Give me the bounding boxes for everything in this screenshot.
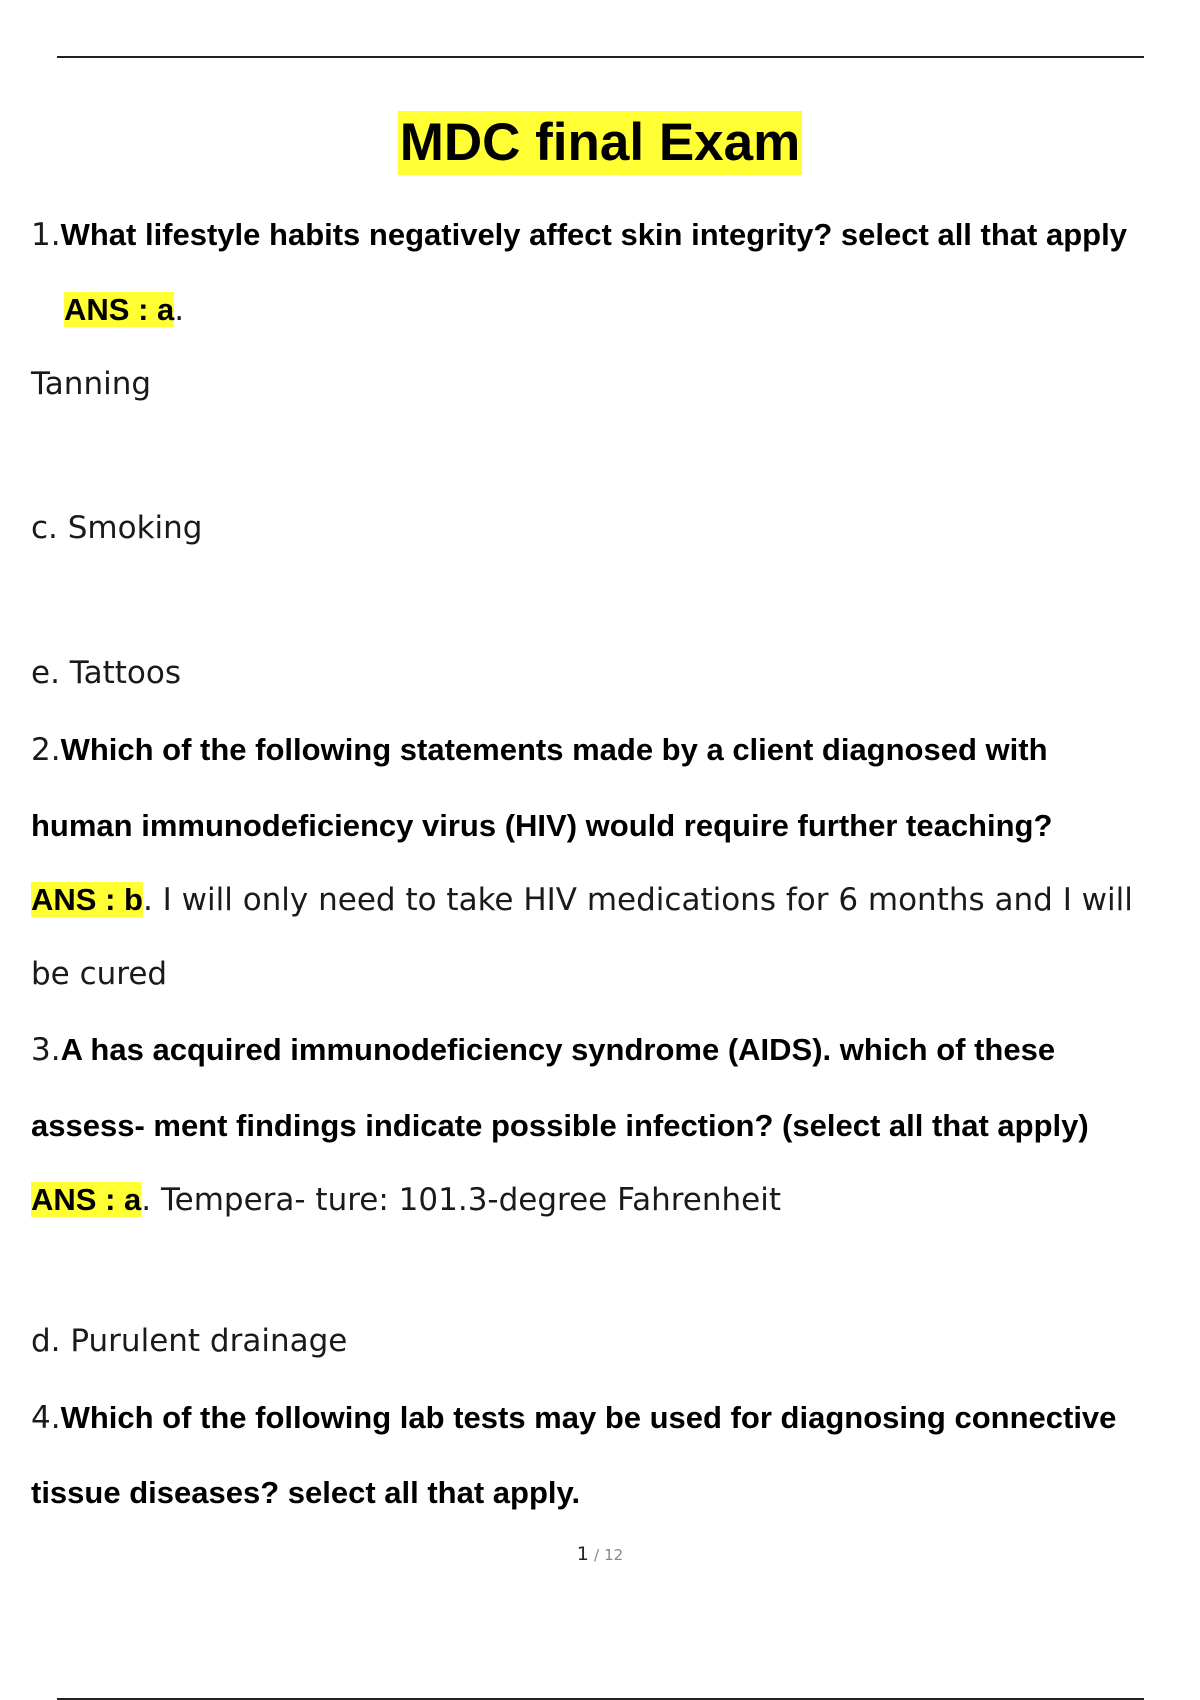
question-text: Which of the following lab tests may be used for diagnosing connective — [60, 1400, 1117, 1435]
answer-label: ANS : b — [31, 882, 143, 917]
option-tattoos: e. Tattoos — [31, 655, 181, 691]
answer-label: ANS : a — [31, 1182, 142, 1217]
question-3 — [31, 1030, 1055, 1070]
current-page: 1 — [576, 1543, 589, 1565]
answer-2 — [31, 880, 1133, 920]
question-number: 4. — [31, 1400, 61, 1436]
question-3-line-2: assess- ment findings indicate possible infection? (select all that apply) — [31, 1108, 1089, 1143]
question-number: 3. — [31, 1032, 61, 1068]
question-2-line-2: human immunodeficiency virus (HIV) would require further teaching? — [31, 808, 1053, 843]
answer-label: ANS : a — [64, 292, 175, 327]
total-pages: 12 — [604, 1546, 624, 1564]
answer-1 — [64, 290, 184, 330]
question-number: 2. — [31, 732, 61, 768]
question-1 — [31, 215, 1127, 255]
answer-text: . Tempera- ture: 101.3-degree Fahrenheit — [141, 1182, 781, 1218]
question-text: What lifestyle habits negatively affect skin integrity? select all that apply — [60, 217, 1127, 252]
page-indicator — [0, 1543, 1200, 1565]
question-2 — [31, 730, 1048, 770]
question-4-line-2: tissue diseases? select all that apply. — [31, 1475, 581, 1510]
question-text: Which of the following statements made by a client diagnosed with — [60, 732, 1048, 767]
top-rule — [57, 56, 1144, 58]
document-title: MDC final Exam — [398, 111, 803, 175]
title-container — [0, 111, 1200, 175]
page-separator: / — [593, 1546, 600, 1564]
option-smoking: c. Smoking — [31, 510, 203, 546]
option-purulent-drainage: d. Purulent drainage — [31, 1323, 348, 1359]
answer-2-continued: be cured — [31, 956, 168, 992]
question-4 — [31, 1398, 1116, 1438]
question-number: 1. — [31, 217, 61, 253]
answer-3 — [31, 1180, 781, 1220]
option-tanning: Tanning — [31, 366, 152, 402]
answer-text: . — [174, 292, 185, 328]
answer-text: . I will only need to take HIV medications for 6 months and I will — [142, 882, 1133, 918]
question-text: A has acquired immunodeficiency syndrome (AIDS). which of these — [60, 1032, 1056, 1067]
